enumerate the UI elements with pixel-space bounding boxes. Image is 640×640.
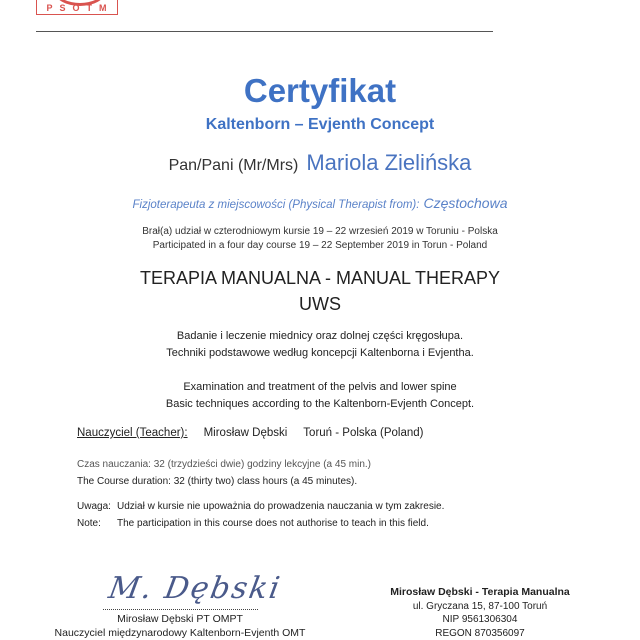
signatory-name: Mirosław Dębski PT OMPT [117,613,243,625]
note-en-label: Note: [77,518,101,529]
note-pl-label: Uwaga: [77,501,111,512]
logo-text: PSOTM [46,3,114,13]
description-en [0,379,640,413]
duration-en: The Course duration: 32 (thirty two) class hours (a 45 minutes). [77,476,358,487]
origin-row [0,195,640,211]
duration-pl: Czas nauczania: 32 (trzydzieści dwie) godziny lekcyjne (a 45 min.) [77,459,372,470]
participation-en: Participated in a four day course 19 – 22 September 2019 in Torun - Poland [152,240,488,251]
certificate-title: Certyfikat [243,72,397,109]
description-en-line: Basic techniques according to the Kaltenborn-Evjenth Concept. [165,398,475,410]
course-name [0,265,640,317]
stamp-company: Mirosław Dębski - Terapia Manualna [390,586,570,598]
note-pl: Udział w kursie nie upoważnia do prowadzenia nauczania w tym zakresie. [117,501,445,512]
stamp-address: ul. Gryczana 15, 87-100 Toruń [412,600,548,612]
note [77,498,444,532]
description-pl-line: Badanie i leczenie miednicy oraz dolnej części kręgosłupa. [176,330,464,342]
certificate-subtitle: Kaltenborn – Evjenth Concept [205,116,435,133]
participation-pl: Brał(a) udział w czterodniowym kursie 19 – 22 wrzesień 2019 w Toruniu - Polska [142,226,498,237]
description-pl [0,328,640,362]
psotm-logo [36,0,118,15]
stamp-regon: REGON 870356097 [435,627,525,639]
stamp-nip: NIP 9561306304 [442,614,518,625]
recipient-label: Pan/Pani (Mr/Mrs) [168,157,299,174]
recipient-row [0,150,640,176]
company-stamp [360,586,600,640]
teacher-name: Mirosław Dębski [203,427,288,439]
signatory-role: Nauczyciel międzynarodowy Kaltenborn-Evjenth OMT [54,627,306,639]
note-en: The participation in this course does not authorise to teach in this field. [117,518,429,529]
course-line-2: UWS [299,294,341,314]
teacher-label: Nauczyciel (Teacher): [77,427,188,439]
duration [77,456,371,490]
signature-line [103,609,258,610]
teacher-row [77,427,439,439]
description-pl-line: Techniki podstawowe według koncepcji Kaltenborna i Evjentha. [166,347,474,359]
recipient-name: Mariola Zielińska [306,150,472,175]
origin-city: Częstochowa [423,195,508,211]
handwritten-signature: M. Dębski [106,571,285,606]
course-line-1: TERAPIA MANUALNA - MANUAL THERAPY [139,268,501,288]
description-en-line: Examination and treatment of the pelvis and lower spine [183,381,457,393]
teacher-place: Toruń - Polska (Poland) [303,427,424,439]
header-divider [36,31,493,32]
origin-label: Fizjoterapeuta z miejscowości (Physical Therapist from): [132,199,420,211]
